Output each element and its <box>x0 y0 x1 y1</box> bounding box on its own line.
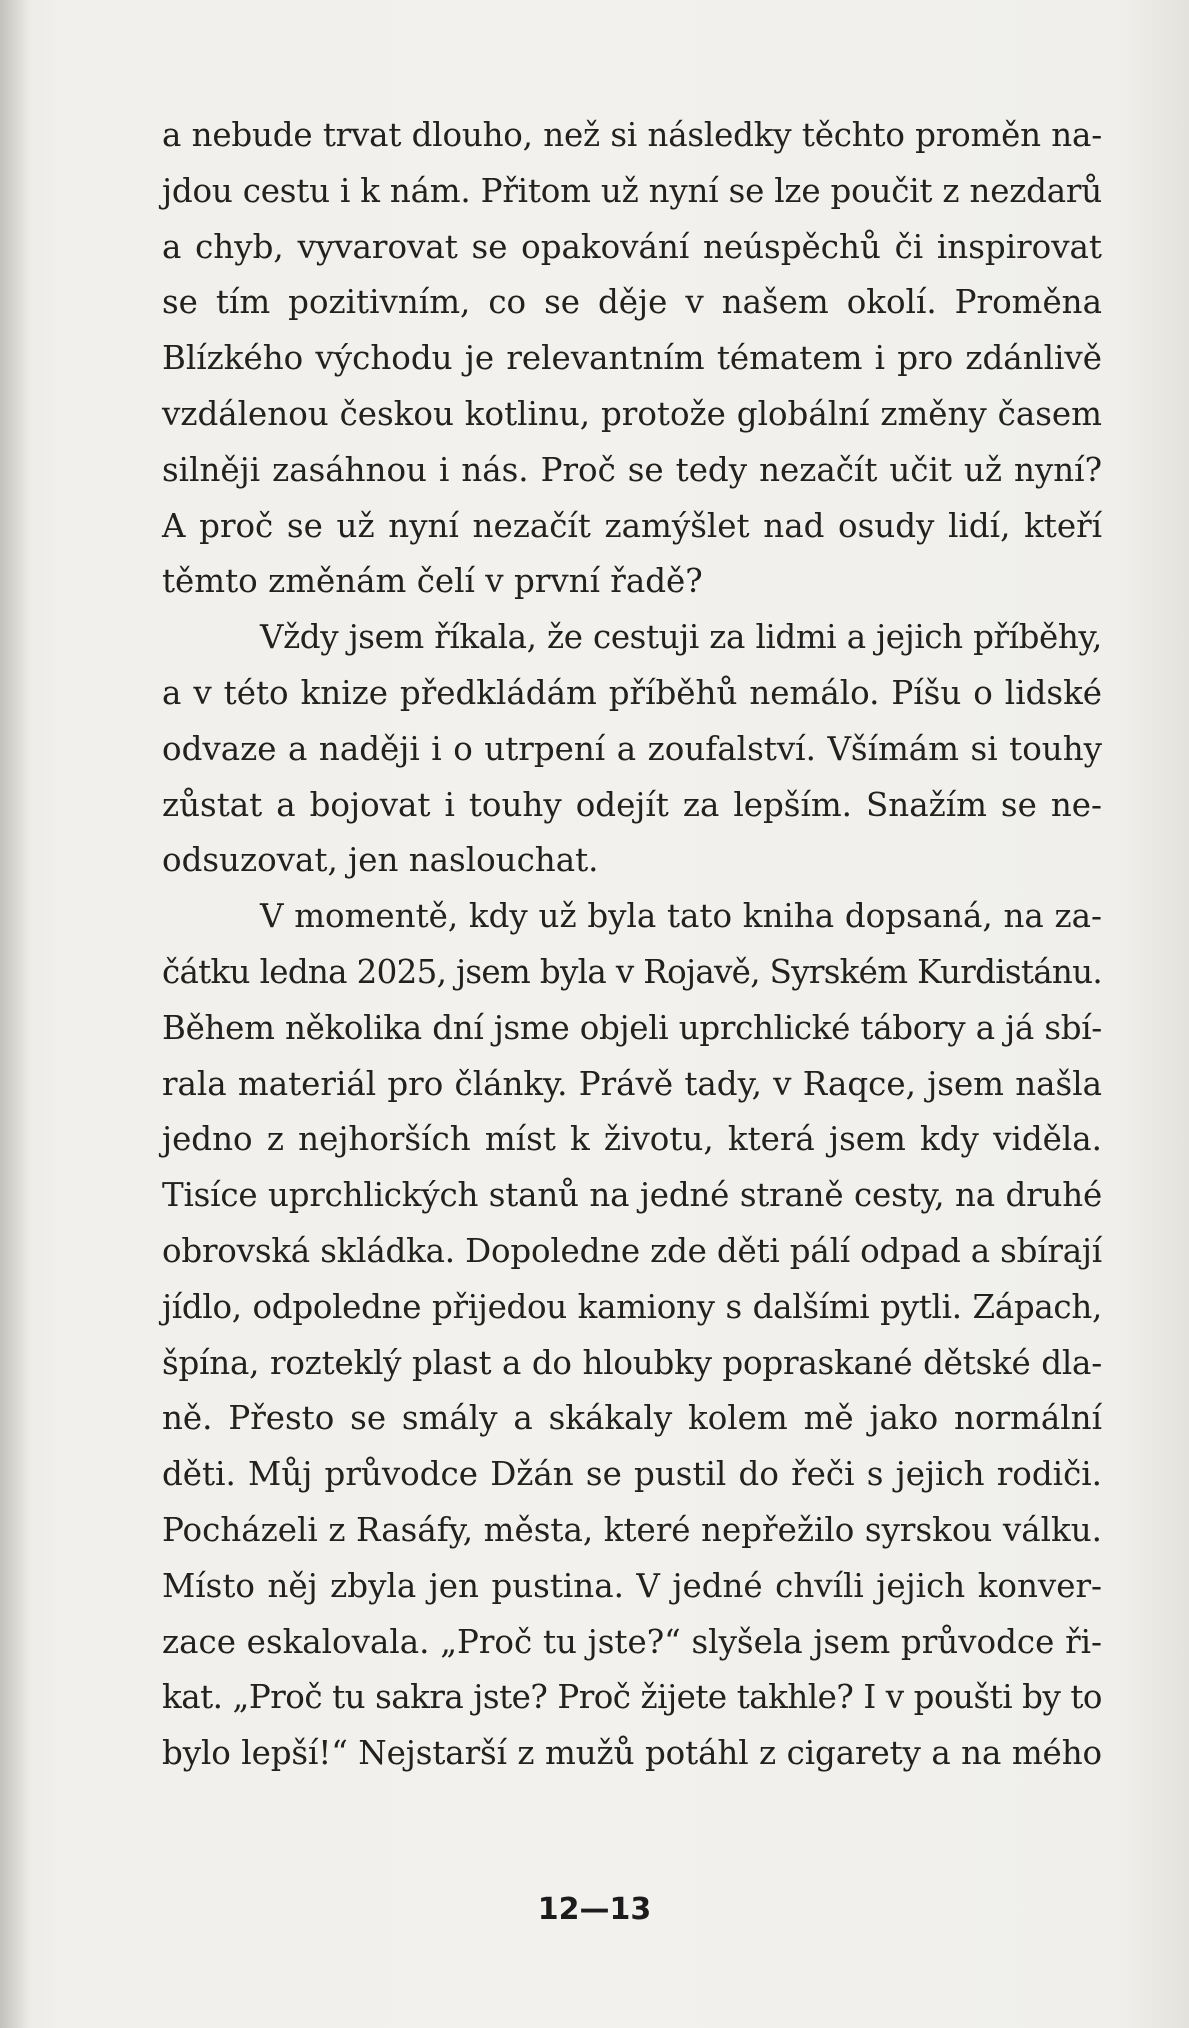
text-line: Vždy jsem říkala, že cestuji za lidmi a jejich příběhy, <box>260 618 1102 657</box>
text-line: A proč se už nyní nezačít zamýšlet nad osudy lidí, kteří <box>162 506 1102 545</box>
text-line: Tisíce uprchlických stanů na jedné straně cesty, na druhé <box>162 1176 1102 1215</box>
paragraph-2 <box>162 610 1102 889</box>
page-number: 12—13 <box>537 1892 652 1927</box>
text-line: čátku ledna 2025, jsem byla v Rojavě, Syrském Kurdistánu. <box>162 952 1102 991</box>
body-text <box>162 108 1102 1782</box>
text-line: kat. „Proč tu sakra jste? Proč žijete takhle? I v poušti by to <box>162 1678 1102 1717</box>
text-line: vzdálenou českou kotlinu, protože globální změny časem <box>162 394 1102 433</box>
text-line: odvaze a naději i o utrpení a zoufalství. Všímám si touhy <box>162 729 1102 768</box>
paragraph-1 <box>162 108 1102 610</box>
text-line: Během několika dní jsme objeli uprchlické tábory a já sbí- <box>162 1008 1102 1047</box>
paragraph-3 <box>162 889 1102 1782</box>
text-line: jídlo, odpoledne přijedou kamiony s dalšími pytli. Zápach, <box>162 1287 1102 1326</box>
text-line: a v této knize předkládám příběhů nemálo. Píšu o lidské <box>162 673 1102 712</box>
text-line: děti. Můj průvodce Džán se pustil do řeči s jejich rodiči. <box>162 1455 1102 1494</box>
text-line: ně. Přesto se smály a skákaly kolem mě jako normální <box>162 1399 1102 1438</box>
text-line: těmto změnám čelí v první řadě? <box>162 562 703 601</box>
text-line: jdou cestu i k nám. Přitom už nyní se lze poučit z nezdarů <box>162 171 1102 210</box>
text-line: a chyb, vyvarovat se opakování neúspěchů či inspirovat <box>162 227 1102 266</box>
text-line: obrovská skládka. Dopoledne zde děti pálí odpad a sbírají <box>162 1231 1102 1270</box>
text-line: zůstat a bojovat i touhy odejít za lepším. Snažím se ne- <box>162 785 1102 824</box>
text-line: jedno z nejhorších míst k životu, která jsem kdy viděla. <box>162 1120 1102 1159</box>
gutter-shadow <box>0 0 30 2028</box>
text-line: silněji zasáhnou i nás. Proč se tedy nezačít učit už nyní? <box>162 450 1102 489</box>
text-line: špína, rozteklý plast a do hloubky popraskané dětské dla- <box>162 1343 1102 1382</box>
text-line: odsuzovat, jen naslouchat. <box>162 841 599 880</box>
text-line: bylo lepší!“ Nejstarší z mužů potáhl z cigarety a na mého <box>162 1734 1102 1773</box>
text-line: rala materiál pro články. Právě tady, v Raqce, jsem našla <box>162 1064 1102 1103</box>
text-line: Pocházeli z Rasáfy, města, které nepřežilo syrskou válku. <box>162 1510 1102 1549</box>
text-line: Blízkého východu je relevantním tématem i pro zdánlivě <box>162 339 1102 378</box>
text-line: a nebude trvat dlouho, než si následky těchto proměn na- <box>162 116 1102 154</box>
text-line: V momentě, kdy už byla tato kniha dopsaná, na za- <box>260 897 1102 936</box>
text-line: se tím pozitivním, co se děje v našem okolí. Proměna <box>162 283 1102 322</box>
text-line: Místo něj zbyla jen pustina. V jedné chvíli jejich konver- <box>162 1566 1102 1605</box>
text-line: zace eskalovala. „Proč tu jste?“ slyšela jsem průvodce ři- <box>162 1622 1102 1661</box>
